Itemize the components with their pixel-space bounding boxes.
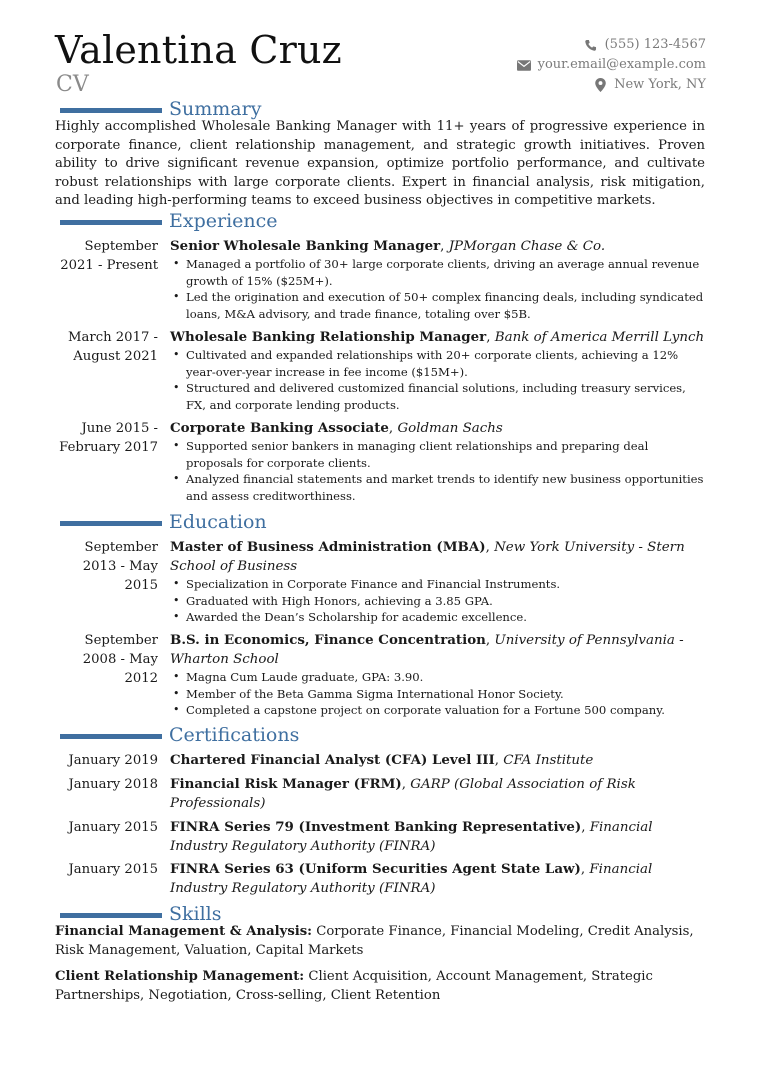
document-subtitle: CV — [56, 72, 89, 97]
entry-organization: Financial Industry Regulatory Authority (FINRA) — [170, 820, 653, 854]
entry-bullet: • Completed a capstone project on corporate valuation for a Fortune 500 company. — [170, 702, 705, 719]
education-entry: September 2008 - May 2012 B.S. in Economics, Finance Concentration, University of Pennsylvania - Wharton School • Magna Cum Laude graduate, GPA: 3.90. • Member of the Beta Gamma Sigma International Honor Society. • Completed a capstone project on corporate valuation for a Fortune 500 company. — [55, 631, 705, 719]
entry-title: Wholesale Banking Relationship Manager — [170, 329, 487, 345]
education-entry: September 2013 - May 2015 Master of Business Administration (MBA), New York University - Stern School of Business • Specialization in Corporate Finance and Financial Instruments. • Graduated with High Honors, achieving a 3.85 GPA. • Awarded the Dean’s Scholarship for academic excellence. — [55, 538, 705, 626]
entry-organization: CFA Institute — [503, 753, 594, 768]
section-accent-bar — [60, 913, 162, 918]
section-title: Skills — [169, 903, 222, 925]
skills-group — [55, 922, 705, 960]
skills-label: Client Relationship Management: — [55, 969, 305, 984]
entry-bullet: • Specialization in Corporate Finance and Financial Instruments. — [170, 576, 705, 593]
entry-bullet: • Graduated with High Honors, achieving a 3.85 GPA. — [170, 593, 705, 610]
section-accent-bar — [60, 108, 162, 113]
entry-bullet: • Cultivated and expanded relationships with 20+ corporate clients, achieving a 12% year-over-year increase in fee income ($15M+). — [170, 347, 705, 380]
entry-date: June 2015 - February 2017 — [59, 421, 158, 455]
certifications-heading — [60, 723, 299, 747]
envelope-icon — [517, 58, 531, 72]
contact-location — [446, 75, 706, 95]
entry-title: B.S. in Economics, Finance Concentration — [170, 632, 486, 648]
entry-title: FINRA Series 79 (Investment Banking Representative) — [170, 819, 582, 835]
skills-label: Financial Management & Analysis: — [55, 924, 313, 939]
entry-title: Senior Wholesale Banking Manager — [170, 238, 441, 254]
phone-number[interactable]: (555) 123-4567 — [604, 37, 706, 52]
entry-date: January 2018 — [68, 777, 158, 792]
skills-list: Client Acquisition, Account Management, Strategic Partnerships, Negotiation, Cross-selling, Client Retention — [55, 969, 653, 1003]
contact-email — [446, 55, 706, 75]
contact-phone — [446, 35, 706, 55]
entry-date: January 2019 — [68, 753, 158, 768]
experience-entry: September 2021 - Present Senior Wholesale Banking Manager, JPMorgan Chase & Co. • Managed a portfolio of 30+ large corporate clients, driving an average annual revenue growth of 15% ($25M+). • Led the origination and execution of 50+ complex financing deals, including syndicated loans, M&A advisory, and trade finance, totaling over $5B. — [55, 237, 705, 322]
entry-organization: Bank of America Merrill Lynch — [494, 330, 705, 345]
entry-organization: GARP (Global Association of Risk Professionals) — [170, 777, 636, 811]
entry-bullet: • Managed a portfolio of 30+ large corporate clients, driving an average annual revenue growth of 15% ($25M+). — [170, 256, 705, 289]
location-text: New York, NY — [614, 77, 706, 92]
entry-date: September 2021 - Present — [60, 239, 158, 273]
certification-entry: January 2015 FINRA Series 63 (Uniform Securities Agent State Law), Financial Industry Regulatory Authority (FINRA) — [55, 860, 705, 898]
entry-bullet: • Magna Cum Laude graduate, GPA: 3.90. — [170, 669, 705, 686]
entry-title: Financial Risk Manager (FRM) — [170, 776, 402, 792]
entry-organization: JPMorgan Chase & Co. — [448, 239, 606, 254]
entry-date: March 2017 - August 2021 — [68, 330, 158, 364]
certification-entry: January 2019 Chartered Financial Analyst (CFA) Level III, CFA Institute — [55, 751, 705, 770]
entry-date: September 2013 - May 2015 — [82, 540, 158, 593]
entry-bullet: • Analyzed financial statements and market trends to identify new business opportunities and assess creditworthiness. — [170, 471, 705, 504]
skills-group — [55, 967, 705, 1005]
entry-organization: Financial Industry Regulatory Authority (FINRA) — [170, 862, 653, 896]
entry-organization: Goldman Sachs — [397, 421, 503, 436]
person-name: Valentina Cruz — [55, 28, 342, 72]
entry-organization: New York University - Stern School of Business — [170, 540, 685, 574]
section-title: Certifications — [169, 724, 300, 746]
experience-entry: March 2017 - August 2021 Wholesale Banking Relationship Manager, Bank of America Merrill Lynch • Cultivated and expanded relationships with 20+ corporate clients, achieving a 12% year-over-year increase in fee income ($15M+). • Structured and delivered customized financial solutions, including treasury services, FX, and corporate lending products. — [55, 328, 705, 413]
section-title: Summary — [169, 98, 262, 120]
entry-title: FINRA Series 63 (Uniform Securities Agent State Law) — [170, 861, 581, 877]
entry-date: September 2008 - May 2012 — [82, 633, 158, 686]
section-title: Education — [169, 511, 267, 533]
entry-bullet: • Supported senior bankers in managing client relationships and preparing deal proposals for corporate clients. — [170, 438, 705, 471]
section-accent-bar — [60, 521, 162, 526]
entry-bullet: • Awarded the Dean’s Scholarship for academic excellence. — [170, 609, 705, 626]
section-accent-bar — [60, 734, 162, 739]
experience-heading — [60, 209, 278, 233]
entry-date: January 2015 — [68, 862, 158, 877]
phone-icon — [584, 38, 598, 52]
summary-text: Highly accomplished Wholesale Banking Manager with 11+ years of progressive experience in corporate finance, client relationship management, and strategic growth initiatives. Proven ability to drive significant revenue expansion, optimize portfolio performance, and cultivate robust relationships with large corporate clients. Expert in financial analysis, risk mitigation, and leading high-performing teams to exceed business objectives in competitive markets. — [55, 119, 705, 209]
entry-bullet: • Structured and delivered customized financial solutions, including treasury services, FX, and corporate lending products. — [170, 380, 705, 413]
entry-organization: University of Pennsylvania - Wharton School — [170, 633, 684, 667]
education-heading — [60, 510, 267, 534]
contact-block — [446, 35, 706, 95]
entry-date: January 2015 — [68, 820, 158, 835]
section-title: Experience — [169, 210, 278, 232]
entry-title: Chartered Financial Analyst (CFA) Level III — [170, 752, 495, 768]
certification-entry: January 2018 Financial Risk Manager (FRM), GARP (Global Association of Risk Professionals) — [55, 775, 705, 813]
email-address[interactable]: your.email@example.com — [537, 57, 706, 72]
entry-title: Master of Business Administration (MBA) — [170, 539, 486, 555]
location-pin-icon — [593, 78, 607, 92]
entry-bullet: • Member of the Beta Gamma Sigma International Honor Society. — [170, 686, 705, 703]
certification-entry: January 2015 FINRA Series 79 (Investment Banking Representative), Financial Industry Regulatory Authority (FINRA) — [55, 818, 705, 856]
section-accent-bar — [60, 220, 162, 225]
experience-entry: June 2015 - February 2017 Corporate Banking Associate, Goldman Sachs • Supported senior bankers in managing client relationships and preparing deal proposals for corporate clients. • Analyzed financial statements and market trends to identify new business opportunities and assess creditworthiness. — [55, 419, 705, 504]
entry-title: Corporate Banking Associate — [170, 420, 389, 436]
entry-bullet: • Led the origination and execution of 50+ complex financing deals, including syndicated loans, M&A advisory, and trade finance, totaling over $5B. — [170, 289, 705, 322]
skills-list: Corporate Finance, Financial Modeling, Credit Analysis, Risk Management, Valuation, Capital Markets — [55, 924, 694, 958]
